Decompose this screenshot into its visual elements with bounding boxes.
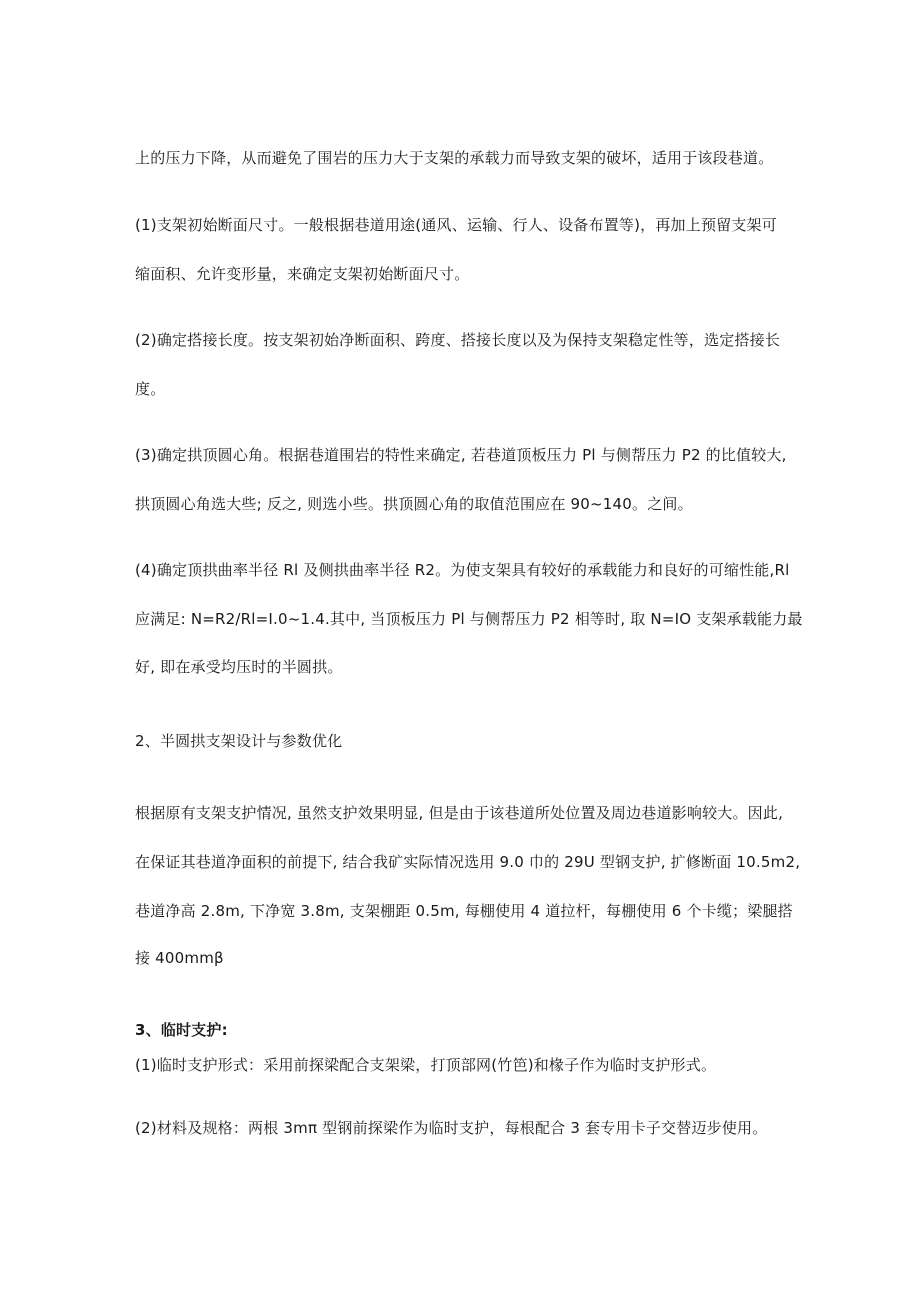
paragraph-line-8: (4)确定顶拱曲率半径 Rl 及侧拱曲率半径 R2。为使支架具有较好的承载能力和良好的可缩性能,Rl (135, 561, 790, 579)
section-heading-2: 2、半圆拱支架设计与参数优化 (135, 732, 343, 750)
paragraph-line-4: (2)确定搭接长度。按支架初始净断面积、跨度、搭接长度以及为保持支架稳定性等，选定搭接长 (135, 331, 781, 349)
paragraph-line-16: (2)材料及规格：两根 3mπ 型钢前探梁作为临时支护，每根配合 3 套专用卡子交替迈步使用。 (135, 1119, 768, 1137)
paragraph-line-1: 上的压力下降，从而避免了围岩的压力大于支架的承载力而导致支架的破坏，适用于该段巷道。 (135, 149, 774, 167)
paragraph-line-15: (1)临时支护形式：采用前探梁配合支架梁，打顶部网(竹笆)和椽子作为临时支护形式。 (135, 1056, 717, 1074)
section-heading-3: 3、临时支护: (135, 1021, 228, 1039)
paragraph-line-7: 拱顶圆心角选大些; 反之, 则选小些。拱顶圆心角的取值范围应在 90~140。之间。 (135, 495, 693, 513)
paragraph-line-11: 根据原有支架支护情况, 虽然支护效果明显, 但是由于该巷道所处位置及周边巷道影响较大。因此, (135, 804, 784, 822)
paragraph-line-6: (3)确定拱顶圆心角。根据巷道围岩的特性来确定, 若巷道顶板压力 Pl 与侧帮压力 P2 的比值较大, (135, 446, 787, 464)
paragraph-line-9: 应满足: N=R2/Rl=I.0~1.4.其中, 当顶板压力 Pl 与侧帮压力 P2 相等时, 取 N=IO 支架承载能力最 (135, 610, 803, 628)
paragraph-line-13: 巷道净高 2.8m, 下净宽 3.8m, 支架棚距 0.5m, 每棚使用 4 道拉杆，每棚使用 6 个卡缆；梁腿搭 (135, 902, 793, 920)
paragraph-line-3: 缩面积、允许变形量，来确定支架初始断面尺寸。 (135, 265, 470, 283)
paragraph-line-12: 在保证其巷道净面积的前提下, 结合我矿实际情况选用 9.0 巾的 29U 型钢支护, 扩修断面 10.5m2, (135, 853, 801, 871)
paragraph-line-10: 好, 即在承受均压时的半圆拱。 (135, 658, 343, 676)
paragraph-line-2: (1)支架初始断面尺寸。一般根据巷道用途(通风、运输、行人、设备布置等)，再加上预留支架可 (135, 216, 777, 234)
paragraph-line-14: 接 400mmβ (135, 949, 224, 967)
paragraph-line-5: 度。 (135, 380, 166, 398)
